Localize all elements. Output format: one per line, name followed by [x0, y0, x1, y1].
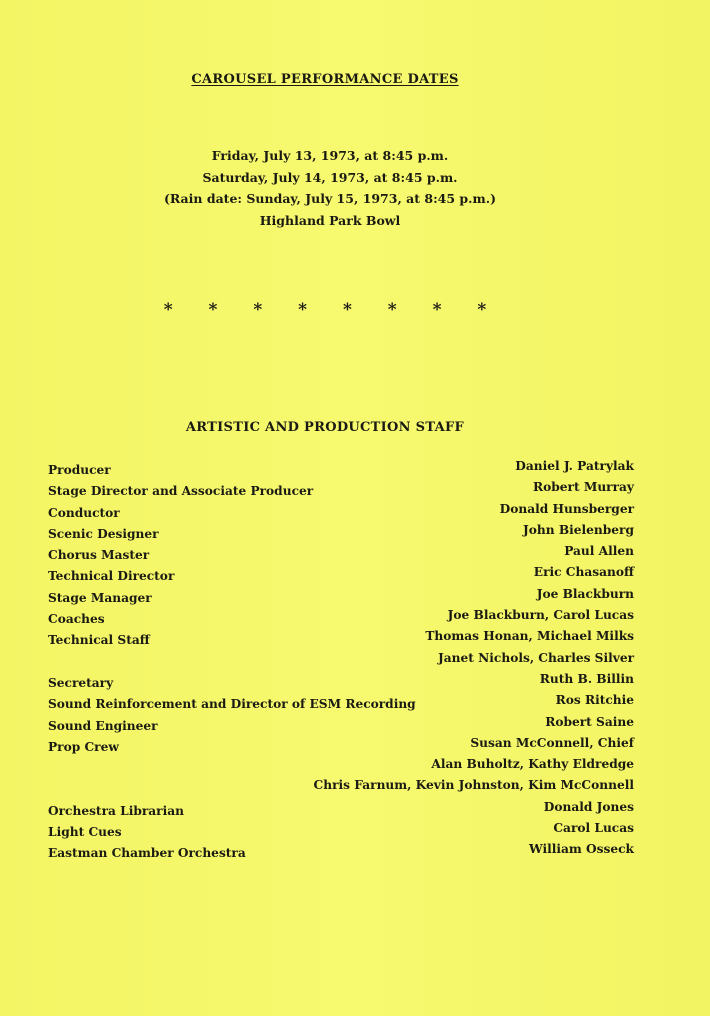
- staff-role: Coaches: [48, 612, 105, 627]
- staff-row: [48, 629, 634, 650]
- staff-row: [48, 672, 634, 693]
- staff-role: Technical Director: [48, 569, 175, 584]
- staff-name: Janet Nichols, Charles Silver: [438, 650, 634, 665]
- staff-row: [48, 842, 634, 863]
- staff-name: Donald Jones: [543, 799, 634, 814]
- staff-row: [48, 736, 634, 757]
- staff-name: Susan McConnell, Chief: [470, 735, 634, 750]
- staff-role: Stage Manager: [48, 590, 152, 605]
- staff-row: [48, 821, 634, 842]
- staff-row: [48, 502, 634, 523]
- performance-dates-heading: CAROUSEL PERFORMANCE DATES: [191, 72, 459, 87]
- staff-name: Chris Farnum, Kevin Johnston, Kim McConnell: [313, 778, 634, 793]
- staff-name: Thomas Honan, Michael Milks: [425, 629, 634, 644]
- staff-heading: ARTISTIC AND PRODUCTION STAFF: [185, 420, 465, 435]
- staff-name: Carol Lucas: [553, 821, 634, 836]
- staff-role: Stage Director and Associate Producer: [48, 484, 314, 499]
- staff-row: [48, 565, 634, 586]
- staff-role: Orchestra Librarian: [48, 803, 184, 818]
- performance-date-friday: Friday, July 13, 1973, at 8:45 p.m.: [211, 148, 449, 163]
- staff-name: William Osseck: [529, 842, 634, 857]
- staff-name: Eric Chasanoff: [533, 565, 634, 580]
- staff-row: [48, 544, 634, 565]
- staff-row: [48, 778, 634, 799]
- staff-list: [48, 459, 634, 864]
- staff-name: Ros Ritchie: [555, 693, 634, 708]
- staff-name: Ruth B. Billin: [539, 671, 634, 686]
- staff-name: Alan Buholtz, Kathy Eldredge: [431, 757, 634, 772]
- venue: Highland Park Bowl: [259, 212, 401, 228]
- staff-row: [48, 800, 634, 821]
- staff-row: [48, 480, 634, 501]
- staff-role: Producer: [48, 463, 111, 477]
- staff-row: [48, 587, 634, 608]
- staff-role: Prop Crew: [48, 739, 119, 754]
- staff-name: Donald Hunsberger: [499, 501, 634, 516]
- staff-role: Conductor: [48, 505, 120, 520]
- staff-role: Eastman Chamber Orchestra: [48, 846, 246, 861]
- staff-row: [48, 608, 634, 629]
- staff-role: Light Cues: [48, 825, 122, 840]
- staff-role: Scenic Designer: [48, 526, 159, 541]
- staff-role: Chorus Master: [48, 548, 150, 563]
- staff-name: Robert Saine: [545, 714, 634, 729]
- staff-role: Technical Staff: [48, 633, 150, 648]
- staff-row: [48, 757, 634, 778]
- staff-row: [48, 459, 634, 480]
- staff-name: Joe Blackburn: [536, 586, 634, 601]
- staff-name: Daniel J. Patrylak: [515, 459, 634, 473]
- rain-date: (Rain date: Sunday, July 15, 1973, at 8:45 p.m.): [163, 191, 497, 206]
- staff-row: [48, 651, 634, 672]
- staff-name: John Bielenberg: [522, 522, 634, 537]
- staff-role: Sound Engineer: [48, 718, 158, 733]
- staff-role: Secretary: [48, 675, 114, 690]
- staff-row: [48, 523, 634, 544]
- star-divider: * * * * * * * *: [163, 300, 502, 320]
- staff-row: [48, 715, 634, 736]
- performance-dates-block: [0, 145, 660, 231]
- staff-role: Sound Reinforcement and Director of ESM Recording: [48, 697, 416, 712]
- staff-row: [48, 693, 634, 714]
- performance-date-saturday: Saturday, July 14, 1973, at 8:45 p.m.: [202, 169, 458, 185]
- staff-name: Robert Murray: [533, 480, 634, 495]
- staff-name: Joe Blackburn, Carol Lucas: [447, 608, 634, 623]
- staff-name: Paul Allen: [564, 544, 634, 559]
